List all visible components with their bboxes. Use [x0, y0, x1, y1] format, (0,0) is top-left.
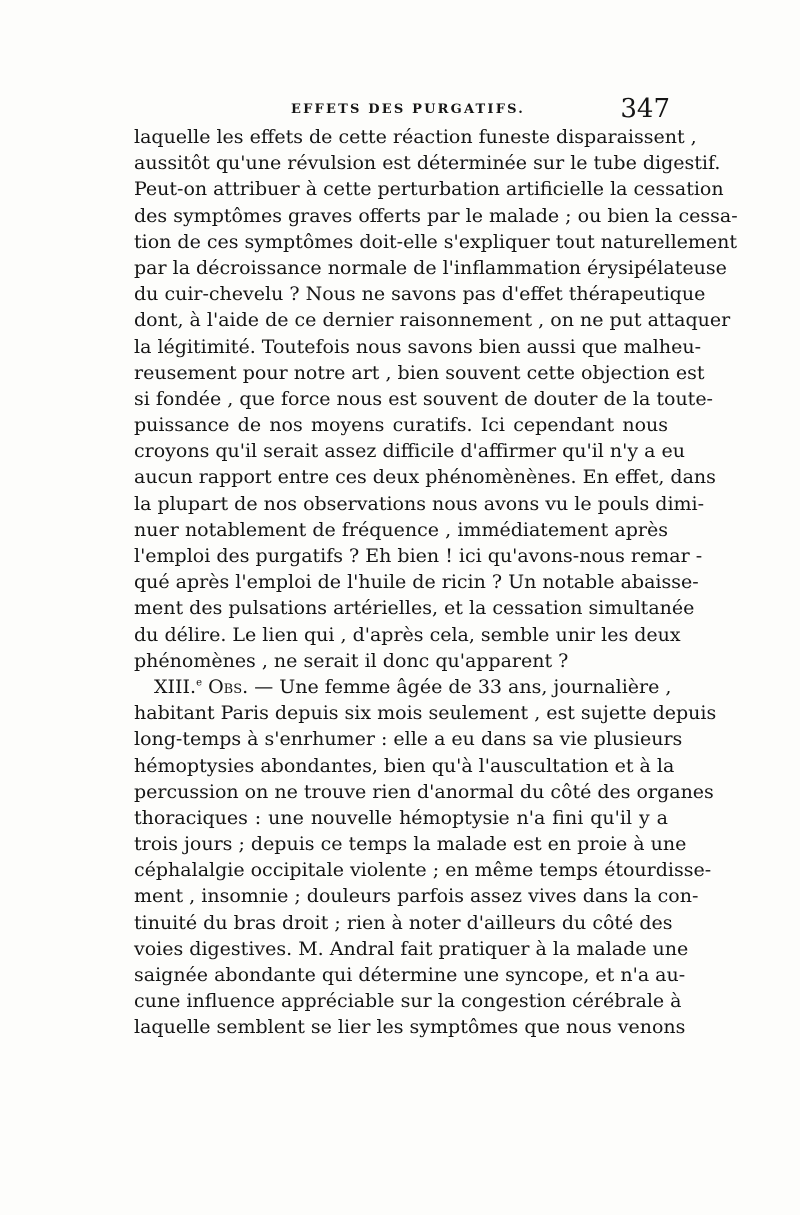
- text-line: nuer notablement de fréquence , immédiatement après: [134, 518, 668, 541]
- text-line: qué après l'emploi de l'huile de ricin ? Un notable abaisse-: [134, 571, 699, 594]
- text-line: céphalalgie occipitale violente ; en même temps étourdisse-: [134, 859, 712, 882]
- text-line: percussion on ne trouve rien d'anormal du côté des organes: [134, 780, 714, 803]
- page-number: 347: [620, 94, 670, 124]
- text-line: par la décroissance normale de l'inflammation érysipélateuse: [134, 256, 727, 279]
- body-text: [134, 124, 738, 1041]
- text-line: la plupart de nos observations nous avons vu le pouls dimi-: [134, 492, 705, 515]
- text-line: la légitimité. Toutefois nous savons bien aussi que malheu-: [134, 335, 702, 358]
- text-line: ment des pulsations artérielles, et la cessation simultanée: [134, 597, 695, 620]
- text-line: tion de ces symptômes doit-elle s'expliquer tout naturellement: [134, 230, 738, 253]
- text-line: ment , insomnie ; douleurs parfois assez vives dans la con-: [134, 885, 699, 908]
- text-line: aucun rapport entre ces deux phénomènènes. En effet, dans: [134, 466, 716, 489]
- observation-number: XIII.: [154, 675, 197, 698]
- text-line: trois jours ; depuis ce temps la malade est en proie à une: [134, 833, 687, 856]
- paragraph-2: [134, 674, 717, 1041]
- text-line: long-temps à s'enrhumer : elle a eu dans sa vie plusieurs: [134, 728, 683, 751]
- text-line: du délire. Le lien qui , d'après cela, semble unir les deux: [134, 623, 681, 646]
- text-line: du cuir-chevelu ? Nous ne savons pas d'effet thérapeutique: [134, 283, 706, 306]
- observation-heading-line: [134, 674, 672, 700]
- text-line: saignée abondante qui détermine une syncope, et n'a au-: [134, 964, 686, 986]
- text-line: phénomènes , ne serait il donc qu'apparent ?: [134, 649, 569, 672]
- text-line: croyons qu'il serait assez difficile d'affirmer qu'il n'y a eu: [134, 440, 685, 463]
- text-line: aussitôt qu'une révulsion est déterminée sur le tube digestif.: [134, 152, 721, 175]
- text-line: cune influence appréciable sur la congestion cérébrale à: [134, 990, 682, 1013]
- text-line: voies digestives. M. Andral fait pratiquer à la malade une: [134, 937, 689, 960]
- observation-label: Obs.: [208, 675, 249, 698]
- text-line: des symptômes graves offerts par le malade ; ou bien la cessa-: [134, 204, 738, 227]
- text-line: l'emploi des purgatifs ? Eh bien ! ici qu'avons-nous remar -: [134, 545, 703, 567]
- text-line: tinuité du bras droit ; rien à noter d'ailleurs du côté des: [134, 911, 673, 934]
- text-line: dont, à l'aide de ce dernier raisonnement , on ne put attaquer: [134, 309, 731, 332]
- text-line: laquelle semblent se lier les symptômes que nous venons: [134, 1016, 686, 1039]
- text-line: si fondée , que force nous est souvent de douter de la toute-: [134, 387, 713, 410]
- text-line: thoraciques : une nouvelle hémoptysie n'a fini qu'il y a: [134, 806, 668, 829]
- text-line: reusement pour notre art , bien souvent cette objection est: [134, 361, 705, 384]
- text-line: puissance de nos moyens curatifs. Ici cependant nous: [134, 414, 668, 437]
- paragraph-1: [134, 124, 738, 674]
- running-title: EFFETS DES PURGATIFS.: [291, 102, 525, 117]
- observation-number-suffix: e: [196, 677, 203, 689]
- text-line: Peut-on attribuer à cette perturbation artificielle la cessation: [134, 178, 724, 201]
- text-line: hémoptysies abondantes, bien qu'à l'auscultation et à la: [134, 754, 675, 777]
- text-line: laquelle les effets de cette réaction funeste disparaissent ,: [134, 126, 697, 148]
- text-line: habitant Paris depuis six mois seulement , est sujette depuis: [134, 702, 717, 725]
- observation-first-line: — Une femme âgée de 33 ans, journalière ,: [254, 675, 672, 698]
